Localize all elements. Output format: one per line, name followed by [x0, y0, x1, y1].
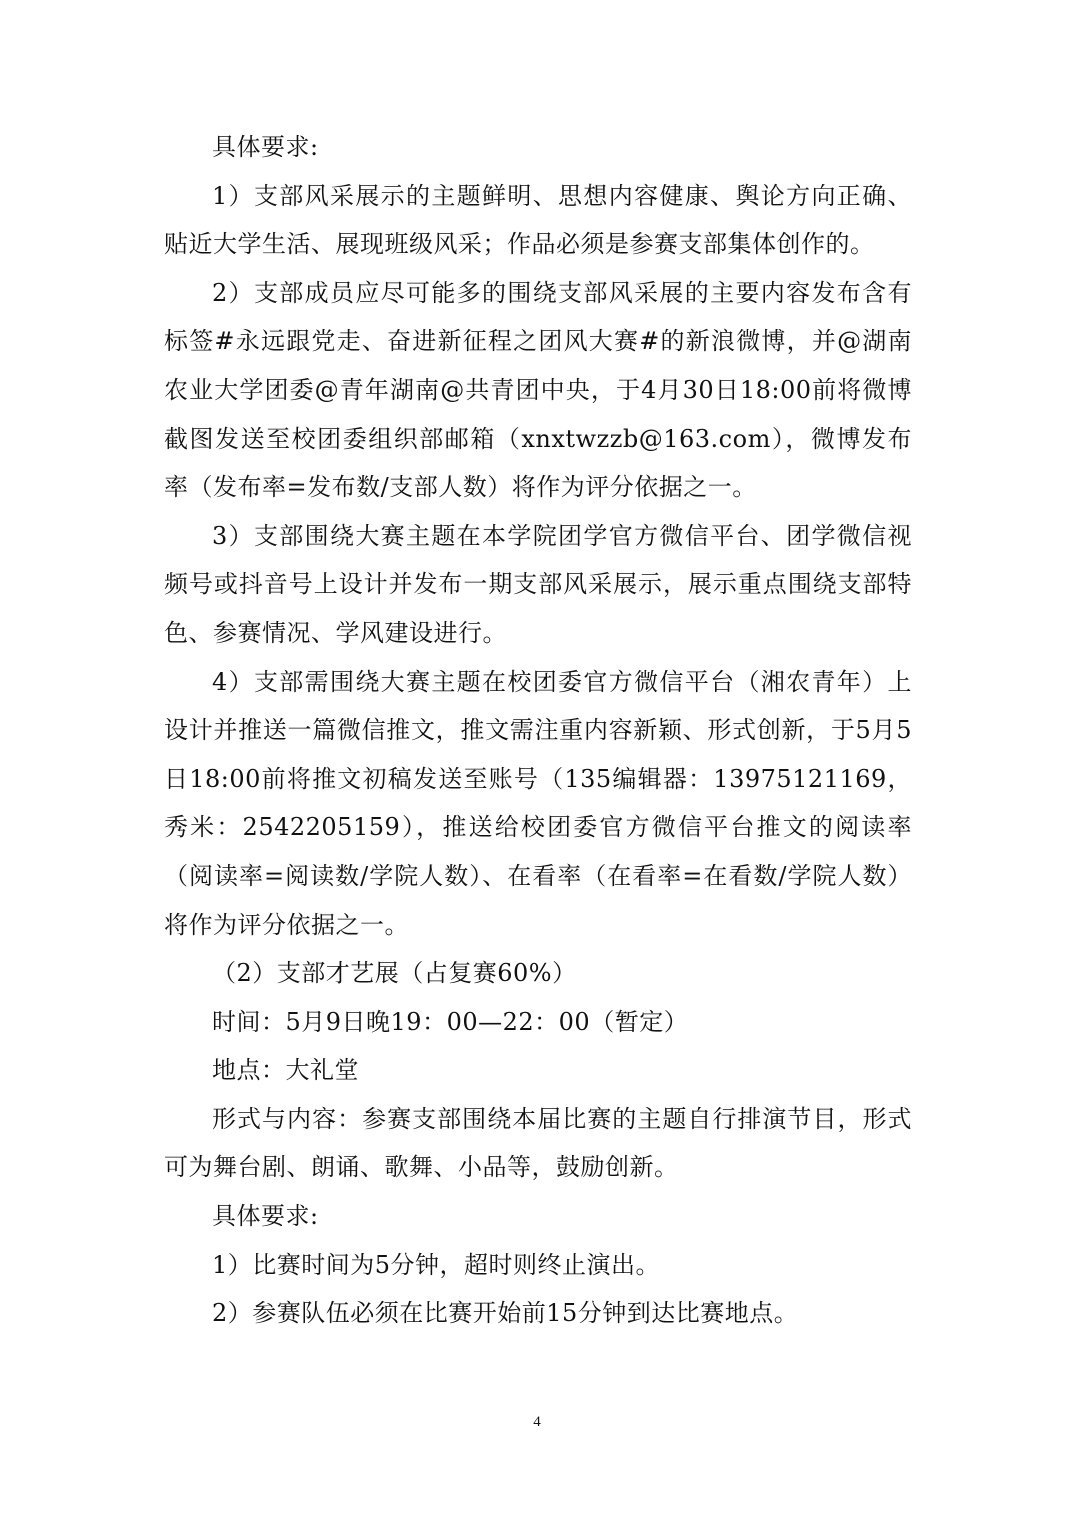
paragraph-location: 地点：大礼堂 [212, 1056, 359, 1085]
paragraph-item-3: 3）支部围绕大赛主题在本学院团学官方微信平台、团学微信视频号或抖音号上设计并发布一期支部风采展示，展示重点围绕支部特色、参赛情况、学风建设进行。 [164, 521, 912, 647]
page-number: 4 [533, 1414, 541, 1430]
paragraph-item-1: 1）支部风采展示的主题鲜明、思想内容健康、舆论方向正确、贴近大学生活、展现班级风采；作品必须是参赛支部集体创作的。 [164, 181, 912, 259]
paragraph-requirements-heading-2: 具体要求: [212, 1202, 319, 1231]
paragraph-rule-1: 1）比赛时间为5分钟，超时则终止演出。 [212, 1250, 661, 1279]
paragraph-item-2: 2）支部成员应尽可能多的围绕支部风采展的主要内容发布含有标签#永远跟党走、奋进新征程之团风大赛#的新浪微博，并@湖南农业大学团委@青年湖南@共青团中央，于4月30日18:00前将微博截图发送至校团委组织部邮箱（xnxtwzzb@163.com），微博发布率（发布率=发布数/支部人数）将作为评分依据之一。 [164, 278, 912, 502]
document-body [164, 123, 912, 1338]
paragraph-requirements-heading: 具体要求: [212, 133, 319, 161]
section-heading-talent-show: （2）支部才艺展（占复赛60%） [212, 959, 577, 988]
paragraph-rule-2: 2）参赛队伍必须在比赛开始前15分钟到达比赛地点。 [212, 1299, 799, 1328]
paragraph-format-content: 形式与内容：参赛支部围绕本届比赛的主题自行排演节目，形式可为舞台剧、朗诵、歌舞、小品等，鼓励创新。 [164, 1104, 912, 1182]
paragraph-time: 时间：5月9日晚19：00—22：00（暂定） [212, 1007, 689, 1036]
paragraph-item-4: 4）支部需围绕大赛主题在校团委官方微信平台（湘农青年）上设计并推送一篇微信推文，推文需注重内容新颖、形式创新，于5月5日18:00前将推文初稿发送至账号（135编辑器：13975121169，秀米：2542205159），推送给校团委官方微信平台推文的阅读率（阅读率=阅读数/学院人数）、在看率（在看率=在看数/学院人数）将作为评分依据之一。 [164, 667, 912, 939]
